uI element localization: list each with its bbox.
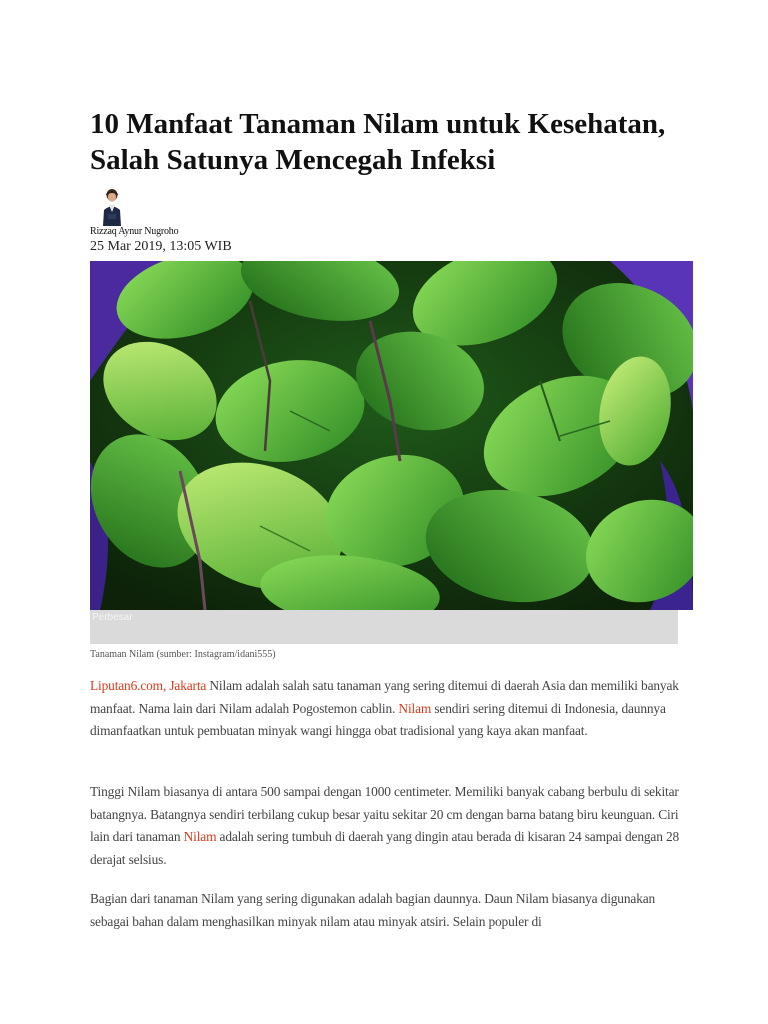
nilam-link-1[interactable]: Nilam (398, 700, 432, 716)
author-avatar[interactable] (100, 186, 124, 226)
article-image[interactable] (90, 261, 693, 610)
paragraph-1-text-a: Nilam adalah salah satu tanaman yang sering ditemui di daerah Asia dan memiliki banyak manfaat. Nama lain dari Nilam adalah Pogostemon cablin. (90, 678, 679, 716)
paragraph-2-text-b: adalah sering tumbuh di daerah yang dingin atau berada di kisaran 24 sampai dengan 28 derajat selsius. (90, 829, 680, 867)
article-title: 10 Manfaat Tanaman Nilam untuk Kesehatan, Salah Satunya Mencegah Infeksi (90, 108, 666, 176)
dateline-link[interactable]: Liputan6.com, Jakarta (90, 678, 207, 693)
paragraph-3-text-a: Bagian dari tanaman Nilam yang sering digunakan adalah bagian daunnya. Daun Nilam biasanya digunakan sebagai bahan dalam menghasilkan minyak nilam atau minyak atsiri. Selain populer di (90, 891, 656, 929)
nilam-plant-photo (90, 261, 693, 610)
author-avatar-icon (100, 186, 124, 226)
publish-date: 25 Mar 2019, 13:05 WIB (90, 239, 232, 254)
nilam-link-2[interactable]: Nilam (183, 829, 217, 844)
paragraph-1 (90, 675, 693, 743)
author-name[interactable]: Rizzaq Aynur Nugroho (90, 226, 179, 237)
enlarge-image-link[interactable]: Perbesar (92, 612, 133, 623)
paragraph-2-text-a: Tinggi Nilam biasanya di antara 500 sampai dengan 1000 centimeter. Memiliki banyak cabang berbulu di sekitar batangnya. Batangnya sendiri terbilang cukup besar yaitu sekitar 20 cm dengan barna batang biru keunguan. Ciri lain dari tanaman (90, 784, 679, 844)
image-caption: Tanaman Nilam (sumber: Instagram/idani555) (90, 649, 276, 660)
paragraph-3 (90, 888, 693, 933)
paragraph-2 (90, 781, 693, 871)
paragraph-1-text-b: sendiri sering ditemui di Indonesia, daunnya dimanfaatkan untuk pembuatan minyak wangi hingga obat tradisional yang kaya akan manfaat. (90, 700, 666, 738)
image-caption-bar (90, 610, 678, 644)
